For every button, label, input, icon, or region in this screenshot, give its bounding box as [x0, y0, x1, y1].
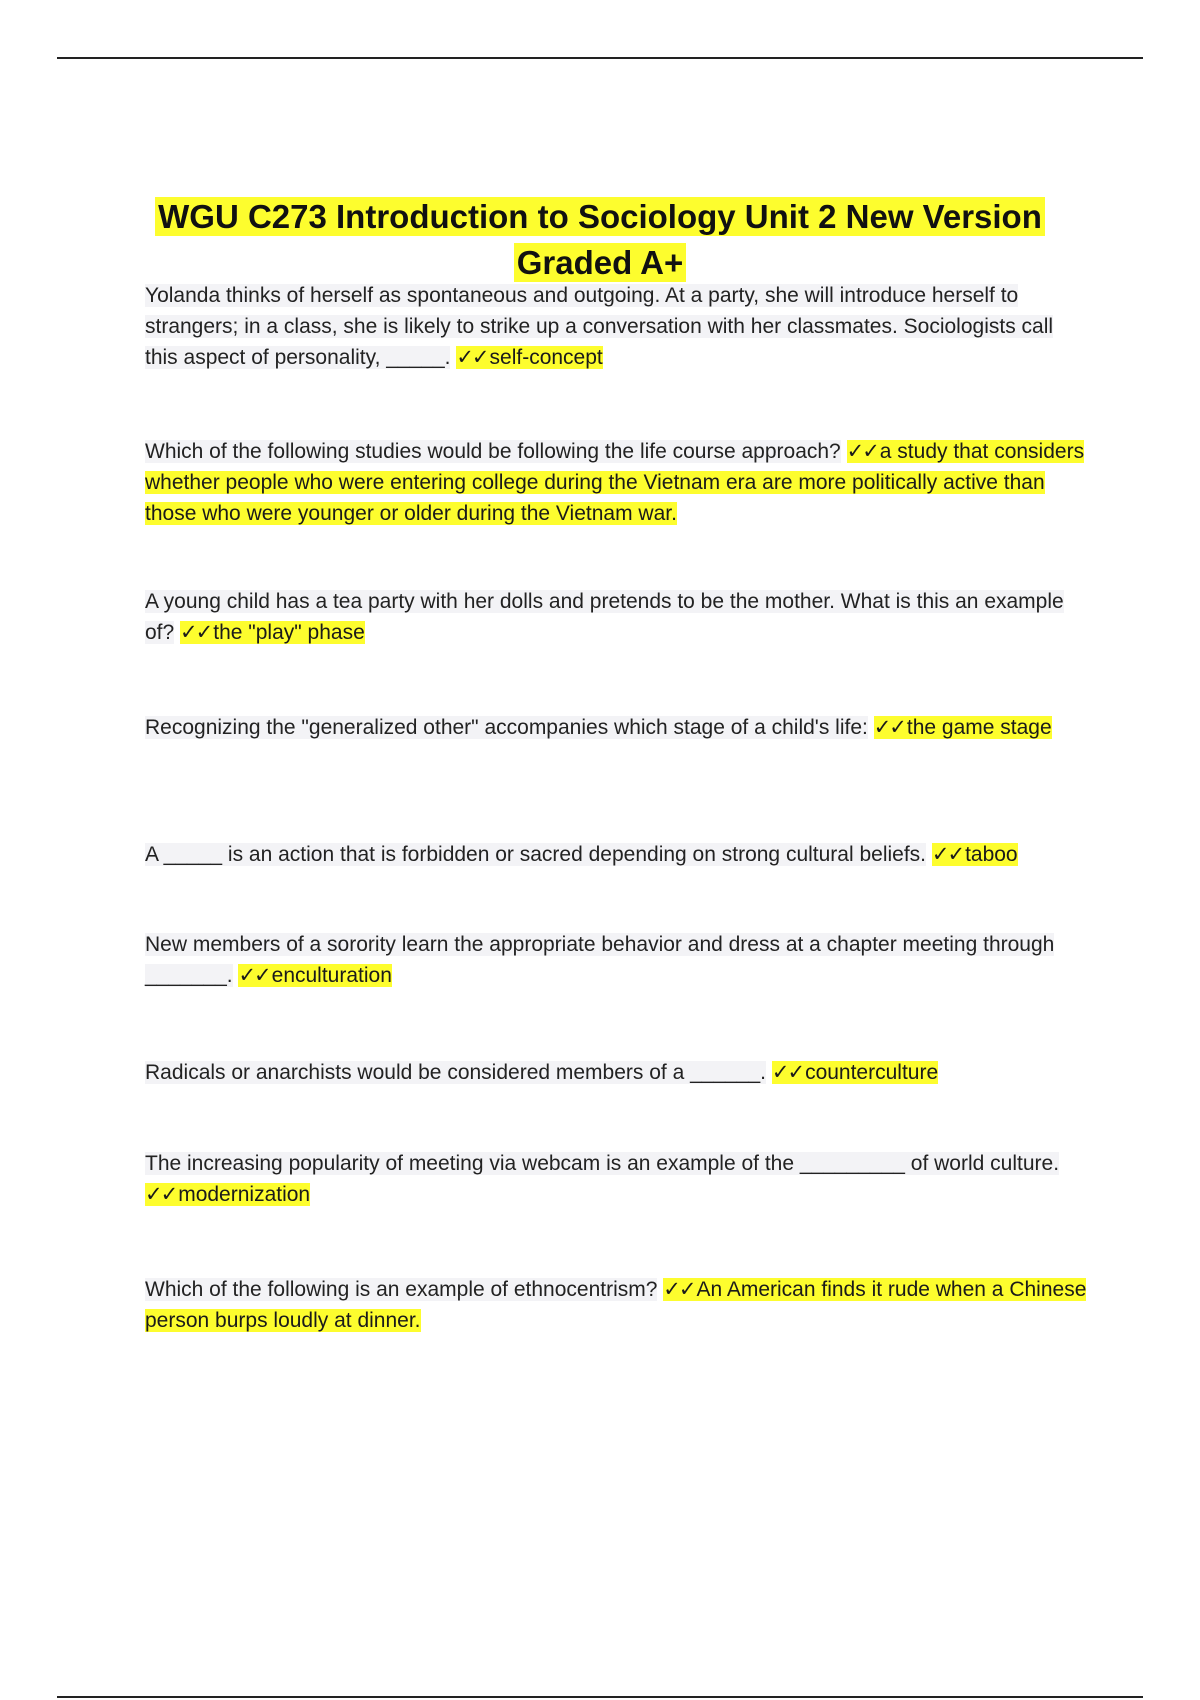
answer-highlight: [456, 346, 602, 369]
answer-highlight: [145, 1183, 310, 1206]
qa-item: [145, 436, 1090, 529]
answer-text: self-concept: [489, 346, 603, 369]
question-text: A young child has a tea party with her dolls and pretends to be the mother. What is this an example of?: [145, 590, 1064, 644]
double-check-icon: ✓✓: [771, 1060, 804, 1084]
qa-item: [145, 839, 1090, 870]
double-check-icon: ✓✓: [180, 620, 212, 644]
answer-highlight: [238, 964, 391, 987]
question-text: Recognizing the "generalized other" accompanies which stage of a child's life:: [145, 716, 868, 739]
document-title-text: WGU C273 Introduction to Sociology Unit 2 New Version Graded A+: [155, 197, 1045, 282]
question-text: The increasing popularity of meeting via webcam is an example of the _________ of world culture.: [145, 1152, 1060, 1175]
answer-text: counterculture: [805, 1061, 939, 1084]
qa-item: [145, 1274, 1090, 1336]
question-text: A _____ is an action that is forbidden or sacred depending on strong cultural beliefs.: [145, 843, 927, 866]
double-check-icon: ✓✓: [663, 1277, 695, 1301]
answer-text: taboo: [965, 843, 1018, 866]
question-text: Yolanda thinks of herself as spontaneous and outgoing. At a party, she will introduce herself to strangers; in a class, she is likely to strike up a conversation with her classmates. Sociologists call this aspect of personality, _____.: [145, 284, 1054, 369]
qa-item: [145, 929, 1090, 991]
document-title: [100, 194, 1100, 286]
answer-text: the game stage: [906, 716, 1052, 739]
double-check-icon: ✓✓: [846, 439, 878, 463]
answer-text: enculturation: [271, 964, 392, 987]
answer-highlight: [180, 621, 365, 644]
double-check-icon: ✓✓: [873, 715, 905, 739]
answer-text: the "play" phase: [213, 621, 365, 644]
qa-item: [145, 712, 1090, 743]
qa-item: [145, 280, 1090, 373]
bottom-rule: [57, 1696, 1143, 1698]
double-check-icon: ✓✓: [238, 963, 270, 987]
top-rule: [57, 57, 1143, 59]
question-text: Which of the following is an example of ethnocentrism?: [145, 1278, 658, 1301]
double-check-icon: ✓✓: [931, 842, 964, 866]
answer-text: An American finds it rude when a Chinese person burps loudly at dinner.: [145, 1278, 1087, 1332]
question-text: New members of a sorority learn the appropriate behavior and dress at a chapter meeting through _______.: [145, 933, 1055, 987]
double-check-icon: ✓✓: [456, 345, 488, 369]
question-text: Radicals or anarchists would be considered members of a ______.: [145, 1061, 767, 1084]
answer-highlight: [932, 843, 1018, 866]
qa-item: [145, 1057, 1090, 1088]
answer-text: modernization: [178, 1183, 311, 1206]
answer-highlight: [772, 1061, 938, 1084]
qa-item: [145, 586, 1090, 648]
answer-highlight: [874, 716, 1052, 739]
answer-text: a study that considers whether people who were entering college during the Vietnam era are more politically active than those who were younger or older during the Vietnam war.: [145, 440, 1085, 525]
double-check-icon: ✓✓: [145, 1182, 177, 1206]
question-text: Which of the following studies would be following the life course approach?: [145, 440, 841, 463]
qa-item: [145, 1148, 1090, 1210]
